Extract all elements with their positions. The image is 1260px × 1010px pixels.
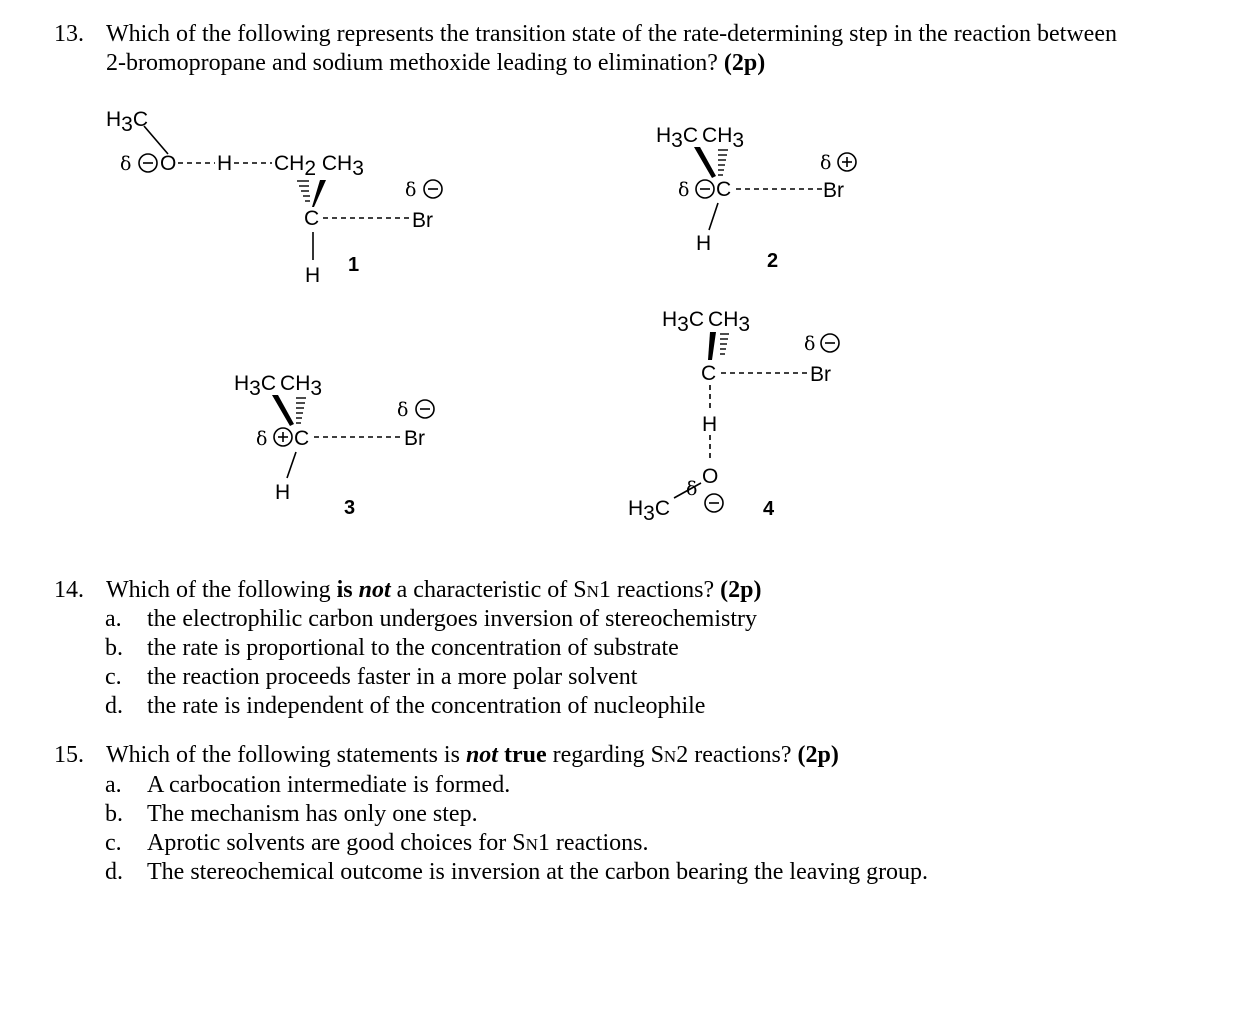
option-text: The mechanism has only one step. xyxy=(147,801,478,827)
bromine-atom: Br xyxy=(823,179,844,202)
hydrogen-atom: H xyxy=(696,232,712,255)
option-letter: b. xyxy=(105,801,123,827)
partial-charge-delta: δ xyxy=(804,333,816,355)
structure-3 xyxy=(234,372,434,519)
partial-charge-delta: δ xyxy=(256,428,268,450)
hydrogen-atom: H xyxy=(275,481,291,504)
question-14 xyxy=(54,576,1234,605)
option-letter: a. xyxy=(105,772,122,798)
structure-label-3: 3 xyxy=(344,497,356,519)
option-letter: b. xyxy=(105,635,123,661)
carbon-atom: C xyxy=(304,207,320,230)
structure-label-2: 2 xyxy=(767,250,779,272)
oxygen-atom: O xyxy=(702,465,719,488)
option-text: the reaction proceeds faster in a more polar solvent xyxy=(147,664,638,690)
option-text: the electrophilic carbon undergoes inversion of stereochemistry xyxy=(147,606,758,632)
question-text: Which of the following statements is not true regarding SN2 reactions? (2p) xyxy=(106,742,839,768)
structure-label-1: 1 xyxy=(348,254,360,276)
question-text: Which of the following is not a characteristic of SN1 reactions? (2p) xyxy=(106,577,762,603)
hydrogen-atom: H xyxy=(702,413,718,436)
h3c-label: H3C xyxy=(106,108,149,136)
points: (2p) xyxy=(797,742,839,768)
h3c-ch3-label: H3C CH3 xyxy=(656,124,745,152)
hydrogen-atom: H xyxy=(305,264,321,287)
carbon-atom: C xyxy=(716,178,732,201)
question-number: 14. xyxy=(54,577,84,603)
bromine-atom: Br xyxy=(810,363,831,386)
option-text: the rate is independent of the concentration of nucleophile xyxy=(147,693,706,719)
option-letter: c. xyxy=(105,830,122,856)
partial-charge-delta: δ xyxy=(397,399,409,421)
partial-charge-delta: δ xyxy=(820,152,832,174)
question-text-line-2: 2-bromopropane and sodium methoxide leading to elimination? (2p) xyxy=(106,50,766,76)
bromine-atom: Br xyxy=(404,427,425,450)
structure-2 xyxy=(656,124,856,272)
points: (2p) xyxy=(723,50,766,76)
structure-label-4: 4 xyxy=(763,498,775,520)
oxygen-atom: O xyxy=(160,152,177,175)
structure-1 xyxy=(106,108,442,287)
question-number: 15. xyxy=(54,742,84,768)
partial-charge-delta: δ xyxy=(678,179,690,201)
carbon-atom: C xyxy=(294,427,310,450)
partial-charge-delta: δ xyxy=(405,179,417,201)
option-letter: d. xyxy=(105,859,123,885)
question-13 xyxy=(54,20,1234,80)
h3c-ch3-label: H3C CH3 xyxy=(662,308,751,336)
option-letter: a. xyxy=(105,606,122,632)
question-text-line-1: Which of the following represents the transition state of the rate-determining step in the reaction between xyxy=(106,21,1117,47)
h3c-label: H3C xyxy=(628,497,671,525)
option-text: the rate is proportional to the concentration of substrate xyxy=(147,635,679,661)
bromine-atom: Br xyxy=(412,209,433,232)
question-15 xyxy=(54,741,1234,770)
h3c-ch3-label: H3C CH3 xyxy=(234,372,323,400)
partial-charge-delta: δ xyxy=(686,478,698,500)
hydrogen-atom: H xyxy=(217,152,233,175)
option-text: A carbocation intermediate is formed. xyxy=(147,772,511,798)
points: (2p) xyxy=(720,577,762,603)
option-text: Aprotic solvents are good choices for SN1 reactions. xyxy=(147,830,649,856)
option-text: The stereochemical outcome is inversion at the carbon bearing the leaving group. xyxy=(147,859,929,885)
option-letter: c. xyxy=(105,664,122,690)
structure-4 xyxy=(628,308,839,525)
transition-state-structures xyxy=(0,90,1260,530)
partial-charge-delta: δ xyxy=(120,153,132,175)
ch2-group: CH2 CH3 xyxy=(274,152,364,180)
carbon-atom: C xyxy=(701,362,717,385)
question-number: 13. xyxy=(54,21,84,47)
option-letter: d. xyxy=(105,693,123,719)
